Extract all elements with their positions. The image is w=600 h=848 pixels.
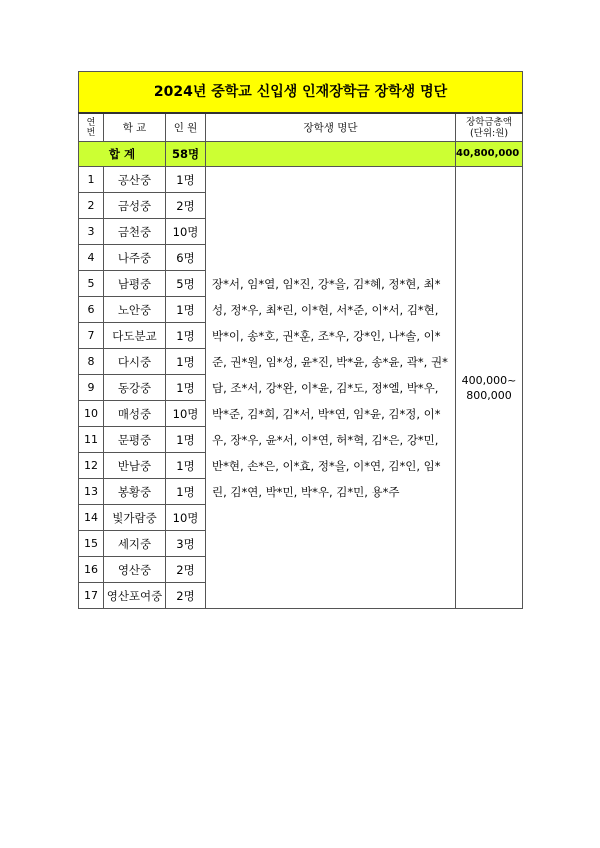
total-names-empty <box>206 142 456 167</box>
row-school: 남평중 <box>104 271 166 297</box>
row-count: 6명 <box>166 245 206 271</box>
row-count: 1명 <box>166 427 206 453</box>
row-no: 8 <box>79 349 104 375</box>
header-school: 학 교 <box>104 113 166 142</box>
header-row <box>79 113 523 142</box>
row-no: 15 <box>79 531 104 557</box>
row-school: 매성중 <box>104 401 166 427</box>
row-no: 10 <box>79 401 104 427</box>
row-count: 2명 <box>166 583 206 609</box>
row-count: 10명 <box>166 401 206 427</box>
row-no: 16 <box>79 557 104 583</box>
row-count: 1명 <box>166 297 206 323</box>
row-school: 금천중 <box>104 219 166 245</box>
row-count: 2명 <box>166 193 206 219</box>
row-no: 3 <box>79 219 104 245</box>
page-title: 2024년 중학교 신입생 인재장학금 장학생 명단 <box>79 72 523 114</box>
header-amount <box>456 113 523 142</box>
total-amount: 40,800,000 <box>456 142 523 167</box>
amount-range-min: 400,000~ <box>461 373 517 387</box>
header-count: 인 원 <box>166 113 206 142</box>
row-count: 2명 <box>166 557 206 583</box>
row-school: 금성중 <box>104 193 166 219</box>
scholar-names-list: 장*서, 임*열, 임*진, 강*을, 김*혜, 정*현, 최*성, 정*우, 최*린, 이*현, 서*준, 이*서, 김*현, 박*이, 송*호, 권*훈, 조*우, 강*인, 나*솔, 이*준, 권*원, 임*성, 윤*진, 박*윤, 송*윤, 곽*, 권*담, 조*서, 강*완, 이*윤, 김*도, 정*엘, 박*우, 박*준, 김*희, 김*서, 박*연, 임*윤, 김*정, 이*우, 장*우, 윤*서, 이*연, 허*혁, 김*은, 강*민, 반*현, 손*은, 이*효, 정*을, 이*연, 김*인, 임*린, 김*연, 박*민, 박*우, 김*민, 용*주 <box>206 167 456 609</box>
row-school: 나주중 <box>104 245 166 271</box>
row-count: 1명 <box>166 349 206 375</box>
row-count: 3명 <box>166 531 206 557</box>
row-school: 세지중 <box>104 531 166 557</box>
row-no: 11 <box>79 427 104 453</box>
row-school: 다도분교 <box>104 323 166 349</box>
row-no: 12 <box>79 453 104 479</box>
row-count: 1명 <box>166 167 206 193</box>
row-school: 봉황중 <box>104 479 166 505</box>
row-count: 1명 <box>166 375 206 401</box>
row-school: 공산중 <box>104 167 166 193</box>
row-school: 영산포여중 <box>104 583 166 609</box>
row-no: 6 <box>79 297 104 323</box>
row-count: 1명 <box>166 479 206 505</box>
row-count: 1명 <box>166 323 206 349</box>
row-school: 영산중 <box>104 557 166 583</box>
row-school: 반남중 <box>104 453 166 479</box>
header-no-label: 연번 <box>86 117 96 138</box>
row-no: 1 <box>79 167 104 193</box>
table-row <box>79 167 523 193</box>
row-count: 1명 <box>166 453 206 479</box>
row-school: 빛가람중 <box>104 505 166 531</box>
scholarship-table <box>78 71 523 609</box>
row-no: 4 <box>79 245 104 271</box>
row-count: 10명 <box>166 505 206 531</box>
total-count: 58명 <box>166 142 206 167</box>
row-count: 10명 <box>166 219 206 245</box>
total-row <box>79 142 523 167</box>
total-label: 합 계 <box>79 142 166 167</box>
row-no: 14 <box>79 505 104 531</box>
row-count: 5명 <box>166 271 206 297</box>
row-school: 문평중 <box>104 427 166 453</box>
header-amount-line1: 장학금총액 <box>466 116 512 128</box>
header-amount-line2: (단위:원) <box>469 127 509 139</box>
amount-range-max: 800,000 <box>466 388 512 402</box>
row-no: 13 <box>79 479 104 505</box>
amount-range <box>456 167 523 609</box>
row-school: 노안중 <box>104 297 166 323</box>
row-no: 2 <box>79 193 104 219</box>
header-names: 장학생 명단 <box>206 113 456 142</box>
row-no: 17 <box>79 583 104 609</box>
row-school: 동강중 <box>104 375 166 401</box>
row-no: 7 <box>79 323 104 349</box>
row-no: 9 <box>79 375 104 401</box>
header-no <box>79 113 104 142</box>
row-no: 5 <box>79 271 104 297</box>
row-school: 다시중 <box>104 349 166 375</box>
